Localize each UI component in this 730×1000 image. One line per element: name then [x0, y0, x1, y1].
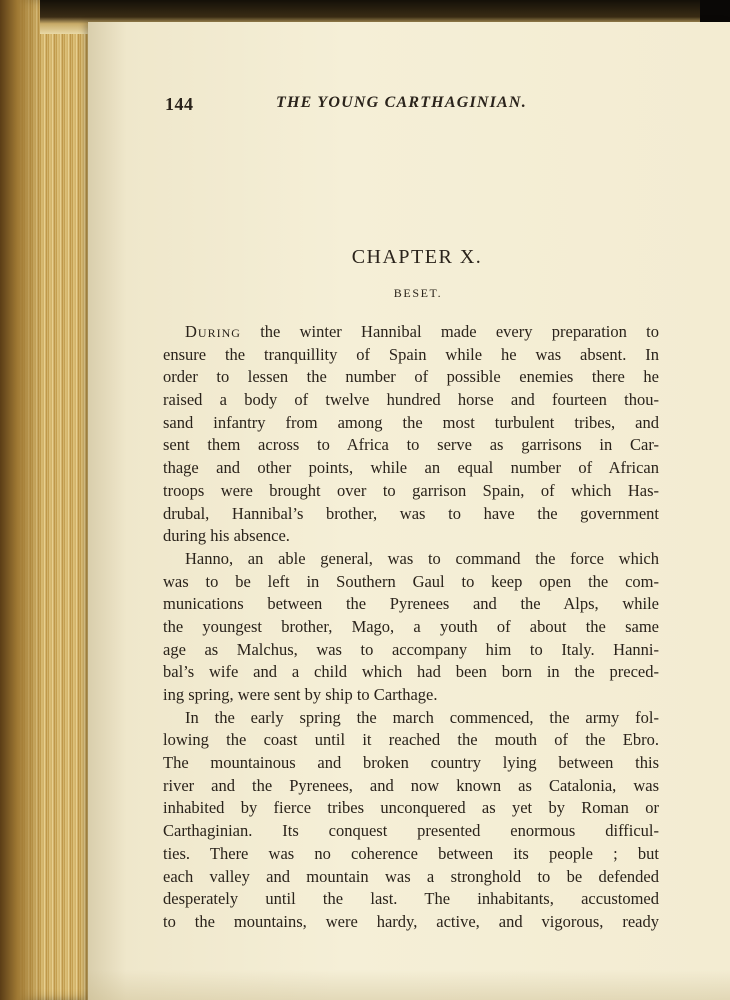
- text-line: order to lessen the number of possible enemies there he: [163, 367, 659, 387]
- text-line: desperately until the last. The inhabitants, accustomed: [163, 889, 659, 909]
- text-line: raised a body of twelve hundred horse and fourteen thou-: [163, 390, 659, 410]
- text-line: to the mountains, were hardy, active, and vigorous, ready: [163, 911, 659, 931]
- text-line: The mountainous and broken country lying between this: [163, 753, 659, 773]
- text-line: ensure the tranquillity of Spain while he was absent. In: [163, 344, 659, 364]
- chapter-subtitle: BESET.: [393, 286, 443, 300]
- text-line: ing spring, were sent by ship to Carthage.: [163, 685, 438, 704]
- text-line: sand infantry from among the most turbulent tribes, and: [163, 412, 659, 432]
- text-line: each valley and mountain was a stronghold to be defended: [163, 866, 659, 886]
- text-line: lowing the coast until it reached the mouth of the Ebro.: [163, 730, 659, 750]
- text-line: river and the Pyrenees, and now known as Catalonia, was: [163, 775, 659, 795]
- text-line: ties. There was no coherence between its people ; but: [163, 843, 659, 863]
- text-line: was to be left in Southern Gaul to keep open the com-: [163, 571, 659, 591]
- book-page: [88, 22, 730, 1000]
- page-number: 144: [165, 94, 194, 114]
- text-line: age as Malchus, was to accompany him to Italy. Hanni-: [163, 639, 659, 659]
- text-line: inhabited by fierce tribes unconquered as yet by Roman or: [163, 798, 659, 818]
- text-line: Carthaginian. Its conquest presented enormous difficul-: [163, 821, 659, 841]
- page-content: [163, 92, 659, 934]
- text-line: the youngest brother, Mago, a youth of about the same: [163, 616, 659, 636]
- text-line: munications between the Pyrenees and the Alps, while: [163, 594, 659, 614]
- text-line: troops were brought over to garrison Spain, of which Has-: [163, 480, 659, 500]
- text-line: Hanno, an able general, was to command the force which: [185, 548, 659, 568]
- text-line: drubal, Hannibal’s brother, was to have the government: [163, 503, 659, 523]
- running-head: [163, 92, 659, 118]
- drop-word: During: [185, 322, 241, 341]
- text-line: thage and other points, while an equal number of African: [163, 458, 659, 478]
- text-line: During the winter Hannibal made every preparation to: [185, 322, 659, 341]
- body-text: [163, 321, 659, 934]
- chapter-title: CHAPTER X.: [351, 246, 483, 268]
- text-line: during his absence.: [163, 526, 290, 546]
- text-line: In the early spring the march commenced, the army fol-: [185, 707, 659, 727]
- page-bottom-shade: [88, 970, 730, 1000]
- text-line: sent them across to Africa to serve as garrisons in Car-: [163, 435, 659, 455]
- running-title: THE YOUNG CARTHAGINIAN.: [276, 94, 527, 111]
- text-line: bal’s wife and a child which had been born in the preced-: [163, 662, 659, 682]
